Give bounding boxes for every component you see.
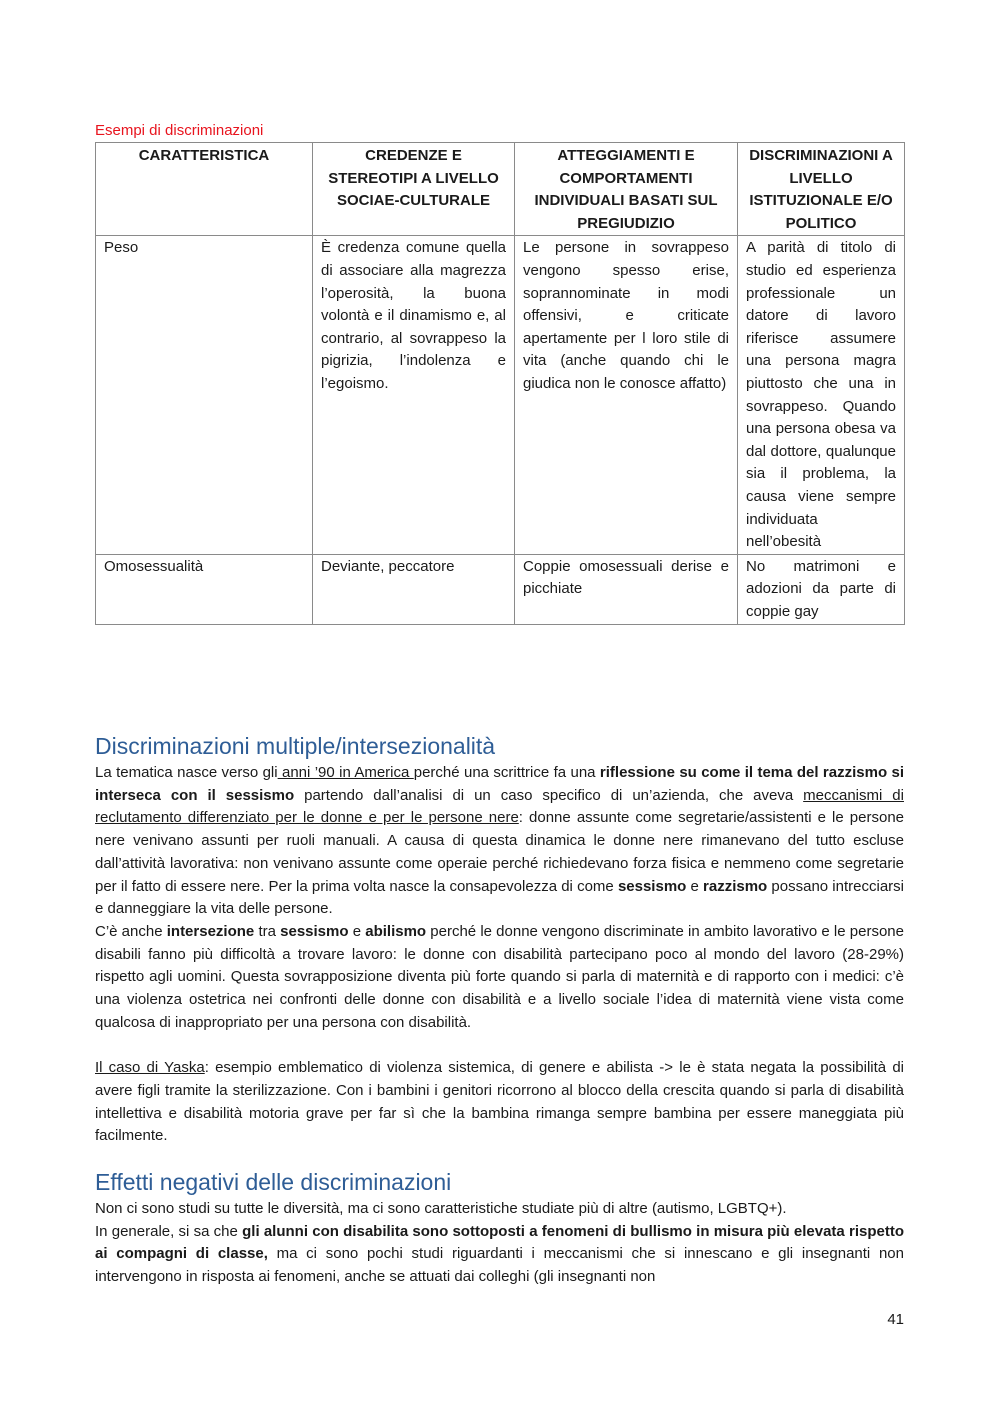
header-discriminazioni: DISCRIMINAZIONI A LIVELLO ISTITUZIONALE E/O POLITICO [738, 143, 905, 236]
page-number: 41 [887, 1311, 904, 1328]
text-run: possano intrecciarsi e danneggiare la vita delle persone. [95, 877, 904, 918]
header-atteggiamenti: ATTEGGIAMENTI E COMPORTAMENTI INDIVIDUALI BASATI SUL PREGIUDIZIO [515, 143, 738, 236]
bold-text: riflessione su come il tema del razzismo si interseca con il sessismo [95, 764, 904, 804]
paragraph: Non ci sono studi su tutte le diversità, ma ci sono caratteristiche studiate più di altre (autismo, LGBTQ+). [95, 1200, 787, 1217]
underlined-text: Il caso di Yaska [95, 1059, 205, 1077]
bold-text: sessismo [617, 877, 687, 895]
text-run: partendo dall’analisi di un caso specifico di un’azienda, che aveva [294, 786, 804, 804]
text-run: La tematica nasce verso gli [95, 764, 278, 781]
text-run: ma ci sono pochi studi riguardanti i meccanismi che si innescano e gli insegnanti non intervengono in risposta ai fenomeni, anche se attuati dai colleghi (gli insegnanti non [95, 1245, 904, 1286]
paragraph [95, 1221, 904, 1289]
text-run: In generale, si sa che [95, 1222, 243, 1240]
table-header-row [96, 143, 905, 236]
table-cell: Peso [96, 236, 313, 554]
discrimination-examples-table [95, 142, 905, 625]
table-caption: Esempi di discriminazioni [95, 122, 264, 139]
section-heading-effetti: Effetti negativi delle discriminazioni [95, 1169, 452, 1195]
text-run: e [686, 877, 704, 895]
table-cell: No matrimoni e adozioni da parte di coppie gay [738, 554, 905, 624]
paragraph [95, 1057, 904, 1148]
bold-text: abilismo [365, 922, 427, 940]
header-caratteristica: CARATTERISTICA [96, 143, 313, 236]
underlined-text: anni ’90 in America [277, 764, 414, 781]
section-body-effetti [95, 1198, 904, 1289]
underlined-text: meccanismi di reclutamento differenziato per le donne e per le persone nere [95, 786, 904, 827]
bold-text: intersezione [166, 922, 255, 940]
table-cell: Coppie omosessuali derise e picchiate [515, 554, 738, 624]
paragraph [95, 921, 904, 1035]
bold-text: sessismo [280, 922, 349, 940]
table-row [96, 236, 905, 554]
table-cell: Deviante, peccatore [313, 554, 515, 624]
bold-text: razzismo [703, 877, 768, 895]
section-heading-intersezionalita: Discriminazioni multiple/intersezionalità [95, 733, 496, 759]
header-credenze: CREDENZE E STEREOTIPI A LIVELLO SOCIAE-CULTURALE [313, 143, 515, 236]
bold-text: gli alunni con disabilita sono sottoposti a fenomeni di bullismo in misura più elevata rispetto ai compagni di classe, [95, 1222, 904, 1263]
text-run: e [348, 922, 366, 940]
paragraph [95, 762, 904, 921]
table-cell: È credenza comune quella di associare alla magrezza l’operosità, la buona volontà e il dinamismo e, al contrario, al sovrappeso la pigrizia, l’indolenza e l’egoismo. [313, 236, 515, 554]
text-run: : esempio emblematico di violenza sistemica, di genere e abilista -> le è stata negata la possibilità di avere figli tramite la sterilizzazione. Con i bambini i genitori ricorrono al blocco della crescita quando si parla di disabilità intellettiva e disabilità motoria grave per far sì che la bambina rimanga sempre bambina per essere maneggiata più facilmente. [95, 1059, 905, 1145]
text-run: perché le donne vengono discriminate in ambito lavorativo e le persone disabili fanno più difficoltà a trovare lavoro: le donne con disabilità partecipano poco al mondo del lavoro (28-29%) rispetto agli uomini. Questa sovrapposizione diventa più forte quando si parla di maternità e di rapporto con i medici: c’è una violenza ostetrica nei confronti delle donne con disabilità e a livello sociale l’idea di maternità viene vista come qualcosa di inappropriato per una persona con disabilità. [95, 922, 904, 1031]
section-body-intersezionalita [95, 762, 904, 1148]
table-row [96, 554, 905, 624]
text-run: C’è anche [95, 922, 167, 940]
text-run: tra [254, 922, 281, 940]
table-cell: Le persone in sovrappeso vengono spesso erise, soprannominate in modi offensivi, e criticate apertamente per l loro stile di vita (anche quando chi le giudica non le conosce affatto) [515, 236, 738, 554]
text-run: perché una scrittrice fa una [413, 764, 600, 781]
table-cell: A parità di titolo di studio ed esperienza professionale un datore di lavoro riferisce assumere una persona magra piuttosto che una in sovrappeso. Quando una persona obesa va dal dottore, qualunque sia il problema, la causa viene sempre individuata nell’obesità [738, 236, 905, 554]
text-run: : donne assunte come segretarie/assistenti e le persone nere venivano assunti per ruoli manuali. A causa di questa dinamica le donne nere rimanevano del tutto escluse dall’attività lavorativa: non venivano assunte come operaie perché richiedevano forza fisica e nemmeno come segretarie per il fatto di essere nere. Per la prima volta nasce la consapevolezza di come [95, 809, 905, 895]
table-cell: Omosessualità [96, 554, 313, 624]
